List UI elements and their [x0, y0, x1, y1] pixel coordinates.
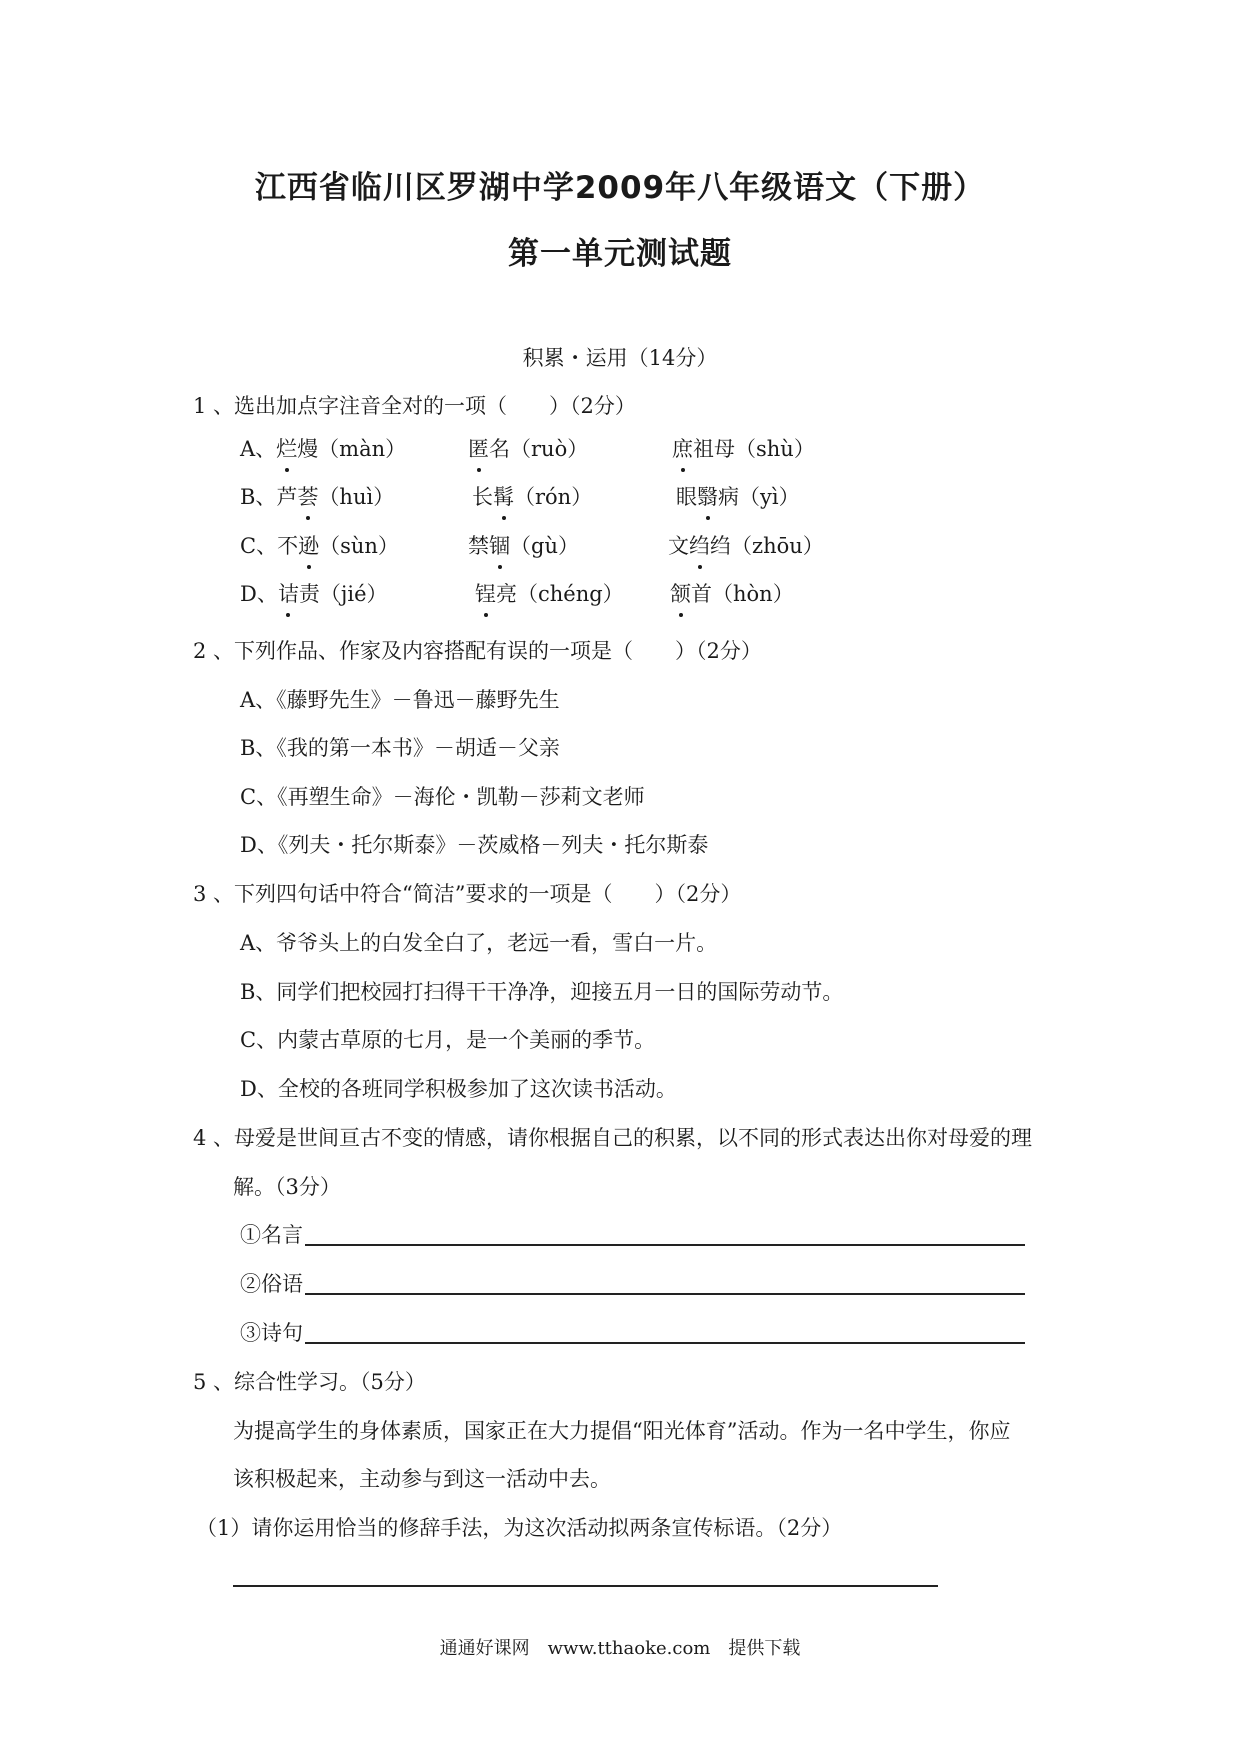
option-2c: C、《再塑生命》－海伦・凯勒－莎莉文老师: [240, 785, 645, 809]
option-1b-item3: 眼翳病（yì）: [676, 481, 800, 511]
answer-line-poem[interactable]: [305, 1342, 1025, 1344]
option-3d: D、全校的各班同学积极参加了这次读书活动。: [240, 1077, 677, 1101]
dotted-char: 绉: [689, 530, 710, 560]
option-1b: B、芦荟（huì）: [240, 481, 394, 511]
question-5-paragraph-2: 该积极起来，主动参与到这一活动中去。: [233, 1467, 611, 1491]
option-3c: C、内蒙古草原的七月，是一个美丽的季节。: [240, 1028, 656, 1052]
option-2d: D、《列夫・托尔斯泰》－茨威格－列夫・托尔斯泰: [240, 833, 709, 857]
option-1c-item3: 文绉绉（zhōu）: [668, 530, 824, 560]
option-1d-item2: 锃亮（chéng）: [475, 578, 624, 608]
dotted-char: 荟: [297, 481, 318, 511]
dotted-char: 逊: [298, 530, 319, 560]
question-5-stem: 5 、综合性学习。（5分）: [193, 1370, 426, 1394]
question-5-paragraph-1: 为提高学生的身体素质，国家正在大力提倡“阳光体育”活动。作为一名中学生，你应: [233, 1419, 1011, 1443]
question-2-stem: 2 、下列作品、作家及内容搭配有误的一项是（ ）（2分）: [193, 639, 762, 663]
answer-line-quote[interactable]: [305, 1244, 1025, 1246]
option-label: C、: [240, 534, 278, 558]
question-1-stem: 1 、选出加点字注音全对的一项（ ）（2分）: [193, 394, 636, 418]
option-3a: A、爷爷头上的白发全白了，老远一看，雪白一片。: [240, 931, 718, 955]
question-4-stem-cont: 解。（3分）: [233, 1175, 341, 1199]
dotted-char: 颔: [670, 578, 691, 608]
option-label: D、: [240, 582, 278, 606]
option-3b: B、同学们把校园打扫得干干净净，迎接五月一日的国际劳动节。: [240, 980, 844, 1004]
blank-label-poem: ③诗句: [240, 1321, 303, 1345]
option-label: A、: [240, 437, 277, 461]
answer-line-proverb[interactable]: [305, 1293, 1025, 1295]
blank-label-proverb: ②俗语: [240, 1272, 303, 1296]
option-1c: C、不逊（sùn）: [240, 530, 399, 560]
dotted-char: 烂: [276, 433, 297, 463]
option-1b-item2: 长髯（rón）: [472, 481, 592, 511]
dotted-char: 锃: [475, 578, 496, 608]
page-subtitle: 第一单元测试题: [508, 236, 732, 272]
option-2a: A、《藤野先生》－鲁迅－藤野先生: [240, 688, 560, 712]
dotted-char: 诘: [278, 578, 299, 608]
question-3-stem: 3 、下列四句话中符合“简洁”要求的一项是（ ）（2分）: [193, 882, 742, 906]
blank-label-quote: ①名言: [240, 1223, 303, 1247]
answer-line-slogan[interactable]: [233, 1585, 938, 1587]
option-1a-item3: 庶祖母（shù）: [672, 433, 815, 463]
option-1d-item3: 颔首（hòn）: [670, 578, 794, 608]
page-footer: 通通好课网 www.tthaoke.com 提供下载: [439, 1638, 801, 1659]
option-1d: D、诘责（jié）: [240, 578, 388, 608]
section-header: 积累・运用（14分）: [522, 346, 718, 370]
dotted-char: 匿: [468, 433, 489, 463]
dotted-char: 庶: [672, 433, 693, 463]
question-4-stem: 4 、母爱是世间亘古不变的情感，请你根据自己的积累，以不同的形式表达出你对母爱的理: [193, 1126, 1033, 1150]
dotted-char: 锢: [489, 530, 510, 560]
dotted-char: 翳: [697, 481, 718, 511]
dotted-char: 髯: [493, 481, 514, 511]
page-title: 江西省临川区罗湖中学2009年八年级语文（下册）: [254, 170, 986, 206]
option-1c-item2: 禁锢（gù）: [468, 530, 579, 560]
question-5-sub-1: （1）请你运用恰当的修辞手法，为这次活动拟两条宣传标语。（2分）: [196, 1516, 843, 1540]
option-label: B、: [240, 485, 277, 509]
option-2b: B、《我的第一本书》－胡适－父亲: [240, 736, 560, 760]
option-1a: A、烂熳（màn）: [240, 433, 406, 463]
option-1a-item2: 匿名（ruò）: [468, 433, 588, 463]
